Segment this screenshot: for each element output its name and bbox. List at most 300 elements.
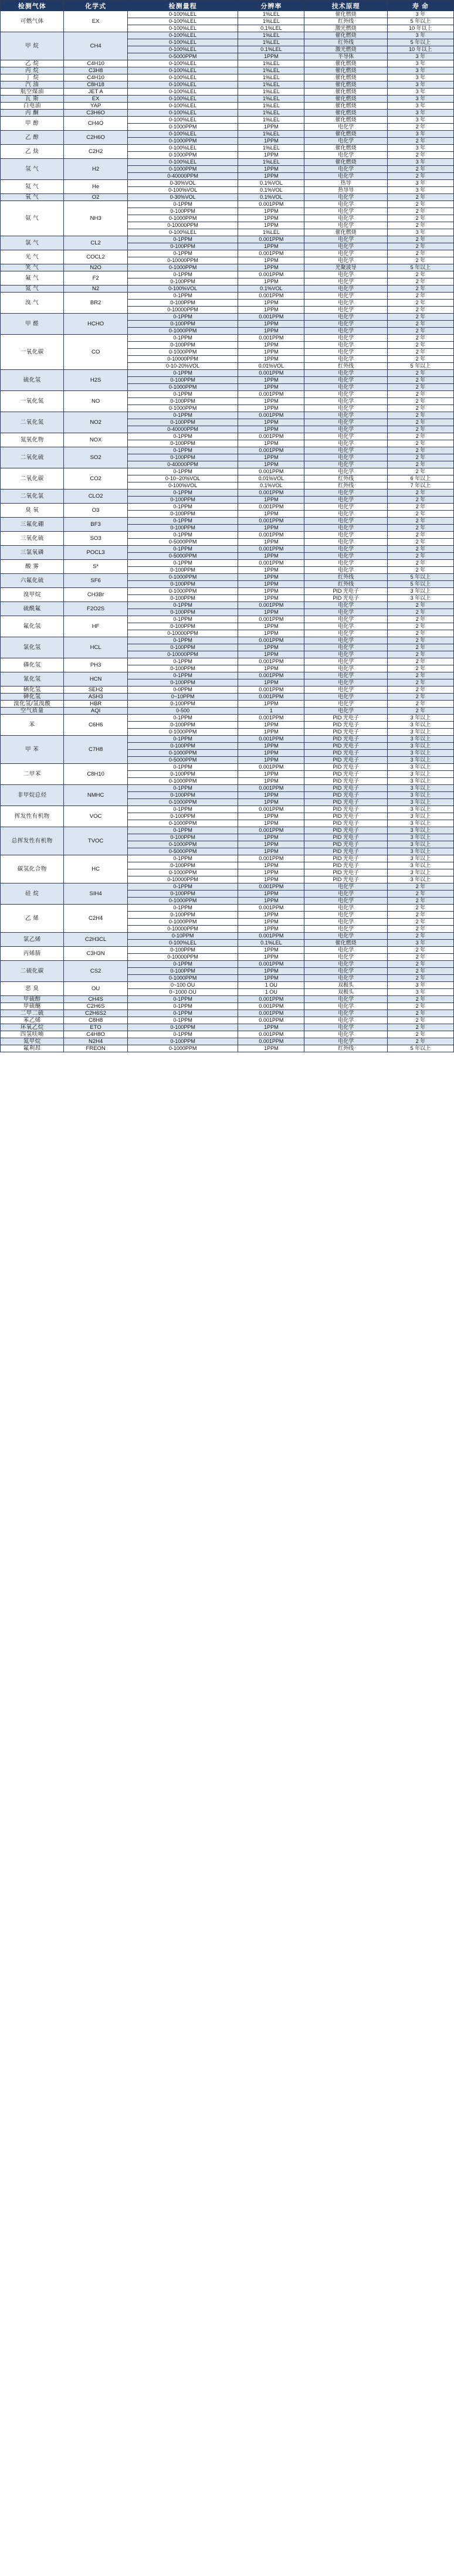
- technology-cell: 电化学: [304, 694, 387, 701]
- table-row: [1, 532, 454, 539]
- lifetime-cell: 2 年: [387, 405, 453, 412]
- range-cell: 0-100%LEL: [127, 117, 238, 124]
- range-cell: 0-100%VOL: [127, 187, 238, 194]
- gas-name-cell: 硒化氢: [1, 687, 64, 694]
- resolution-cell: 1PPM: [238, 912, 304, 919]
- range-cell: 0-100%VOL: [127, 286, 238, 293]
- technology-cell: PID 光电子: [304, 827, 387, 834]
- resolution-cell: 1PPM: [238, 377, 304, 384]
- range-cell: 0-100PPM: [127, 862, 238, 869]
- table-row: [1, 159, 454, 166]
- technology-cell: 电化学: [304, 898, 387, 905]
- range-cell: 0-40000PPM: [127, 173, 238, 180]
- resolution-cell: 1PPM: [238, 124, 304, 131]
- technology-cell: 电化学: [304, 539, 387, 546]
- technology-cell: 红外线: [304, 574, 387, 581]
- resolution-cell: 0.001PPM: [238, 736, 304, 743]
- resolution-cell: 1PPM: [238, 891, 304, 898]
- gas-formula-cell: C4H10: [64, 74, 127, 81]
- resolution-cell: 1PPM: [238, 1024, 304, 1031]
- resolution-cell: 1PPM: [238, 497, 304, 504]
- resolution-cell: 1PPM: [238, 574, 304, 581]
- gas-name-cell: 总挥发性有机物: [1, 827, 64, 855]
- gas-name-cell: 汽 油: [1, 81, 64, 89]
- lifetime-cell: 2 年: [387, 883, 453, 891]
- lifetime-cell: 5 年以上: [387, 264, 453, 271]
- gas-formula-cell: JET A: [64, 89, 127, 96]
- range-cell: 0-100%LEL: [127, 145, 238, 152]
- gas-formula-cell: CL2: [64, 236, 127, 250]
- resolution-cell: 1%LEL: [238, 39, 304, 46]
- range-cell: 0-1PPM: [127, 905, 238, 912]
- lifetime-cell: 3 年以上: [387, 841, 453, 848]
- col-header-technology: 技术原理: [304, 1, 387, 11]
- lifetime-cell: 2 年: [387, 440, 453, 447]
- lifetime-cell: 2 年: [387, 912, 453, 919]
- range-cell: 0-100PPM: [127, 891, 238, 898]
- gas-name-cell: 三氟化硼: [1, 518, 64, 532]
- table-row: [1, 145, 454, 152]
- lifetime-cell: 3 年以上: [387, 813, 453, 820]
- lifetime-cell: 3 年以上: [387, 834, 453, 841]
- resolution-cell: 1PPM: [238, 581, 304, 588]
- gas-formula-cell: SF6: [64, 574, 127, 588]
- gas-formula-cell: EX: [64, 11, 127, 32]
- gas-formula-cell: C3H3N: [64, 947, 127, 961]
- range-cell: 0-1PPM: [127, 236, 238, 243]
- table-row: [1, 60, 454, 67]
- lifetime-cell: 2 年: [387, 539, 453, 546]
- range-cell: 0-100PPM: [127, 278, 238, 286]
- resolution-cell: 0.001PPM: [238, 658, 304, 665]
- resolution-cell: 1PPM: [238, 278, 304, 286]
- technology-cell: 电化学: [304, 687, 387, 694]
- range-cell: 0-1PPM: [127, 996, 238, 1003]
- technology-cell: PID 光电子: [304, 841, 387, 848]
- resolution-cell: 0.001PPM: [238, 490, 304, 497]
- gas-name-cell: 二氧化硫: [1, 447, 64, 468]
- gas-name-cell: 甲 醇: [1, 117, 64, 131]
- technology-cell: 电化学: [304, 307, 387, 314]
- resolution-cell: 0.1%VOL: [238, 194, 304, 201]
- lifetime-cell: 2 年: [387, 166, 453, 173]
- table-row: [1, 264, 454, 271]
- lifetime-cell: 2 年: [387, 546, 453, 553]
- technology-cell: 催化燃烧: [304, 117, 387, 124]
- range-cell: 0-1000PPM: [127, 778, 238, 785]
- technology-cell: PID 光电子: [304, 771, 387, 778]
- range-cell: 0-100PPM: [127, 398, 238, 405]
- gas-formula-cell: NMHC: [64, 785, 127, 806]
- gas-name-cell: 航空煤油: [1, 89, 64, 96]
- lifetime-cell: 5 年以上: [387, 363, 453, 370]
- resolution-cell: 1%LEL: [238, 96, 304, 103]
- technology-cell: 电化学: [304, 996, 387, 1003]
- lifetime-cell: 5 年以上: [387, 574, 453, 581]
- lifetime-cell: 3 年以上: [387, 736, 453, 743]
- gas-formula-cell: BF3: [64, 518, 127, 532]
- lifetime-cell: 3 年以上: [387, 722, 453, 729]
- technology-cell: 电化学: [304, 630, 387, 637]
- technology-cell: 电化学: [304, 377, 387, 384]
- lifetime-cell: 2 年: [387, 300, 453, 307]
- technology-cell: 电化学: [304, 271, 387, 278]
- lifetime-cell: 3 年: [387, 117, 453, 124]
- range-cell: 0-100PPM: [127, 342, 238, 349]
- col-header-resolution: 分辨率: [238, 1, 304, 11]
- range-cell: 0-100PPM: [127, 679, 238, 687]
- resolution-cell: 0.001PPM: [238, 433, 304, 440]
- lifetime-cell: 2 年: [387, 314, 453, 321]
- range-cell: 0-1000PPM: [127, 574, 238, 581]
- technology-cell: 电化学: [304, 447, 387, 454]
- range-cell: 0-1000PPM: [127, 349, 238, 356]
- lifetime-cell: 3 年: [387, 11, 453, 18]
- lifetime-cell: 3 年: [387, 67, 453, 74]
- technology-cell: 催化燃烧: [304, 81, 387, 89]
- lifetime-cell: 2 年: [387, 124, 453, 131]
- gas-name-cell: 氯乙烯: [1, 933, 64, 947]
- gas-name-cell: 二氧化氮: [1, 412, 64, 433]
- lifetime-cell: 3 年: [387, 60, 453, 67]
- lifetime-cell: 2 年: [387, 307, 453, 314]
- lifetime-cell: 2 年: [387, 398, 453, 405]
- technology-cell: 催化燃烧: [304, 110, 387, 117]
- resolution-cell: 1PPM: [238, 862, 304, 869]
- technology-cell: 双极头: [304, 989, 387, 996]
- resolution-cell: 1PPM: [238, 919, 304, 926]
- resolution-cell: 1%LEL: [238, 131, 304, 138]
- range-cell: 0-100%LEL: [127, 46, 238, 53]
- technology-cell: 电化学: [304, 975, 387, 982]
- technology-cell: 电化学: [304, 623, 387, 630]
- resolution-cell: 0.001PPM: [238, 335, 304, 342]
- technology-cell: 电化学: [304, 658, 387, 665]
- technology-cell: 电化学: [304, 335, 387, 342]
- table-row: [1, 131, 454, 138]
- lifetime-cell: 5 年以上: [387, 39, 453, 46]
- range-cell: 0-1000PPM: [127, 138, 238, 145]
- lifetime-cell: 2 年: [387, 511, 453, 518]
- lifetime-cell: 2 年: [387, 419, 453, 426]
- resolution-cell: 0.1%VOL: [238, 187, 304, 194]
- gas-formula-cell: C8H10: [64, 764, 127, 785]
- technology-cell: PID 光电子: [304, 862, 387, 869]
- lifetime-cell: 2 年: [387, 658, 453, 665]
- lifetime-cell: 2 年: [387, 567, 453, 574]
- range-cell: 0-100PPM: [127, 665, 238, 672]
- lifetime-cell: 3 年: [387, 989, 453, 996]
- gas-formula-cell: BR2: [64, 293, 127, 314]
- lifetime-cell: 3 年: [387, 159, 453, 166]
- table-row: [1, 201, 454, 208]
- technology-cell: 电化学: [304, 504, 387, 511]
- technology-cell: PID 光电子: [304, 736, 387, 743]
- table-body: [1, 11, 454, 1052]
- range-cell: 0-1PPM: [127, 504, 238, 511]
- technology-cell: 电化学: [304, 257, 387, 264]
- table-row: [1, 96, 454, 103]
- range-cell: 0-100PPM: [127, 968, 238, 975]
- resolution-cell: 0.001PPM: [238, 1038, 304, 1045]
- lifetime-cell: 10 年以上: [387, 25, 453, 32]
- resolution-cell: 1PPM: [238, 264, 304, 271]
- gas-name-cell: 溴化氢/氢溴酸: [1, 701, 64, 708]
- range-cell: 0-100PPM: [127, 743, 238, 750]
- gas-name-cell: 丙 烷: [1, 67, 64, 74]
- range-cell: 0-100PPM: [127, 813, 238, 820]
- table-row: [1, 286, 454, 293]
- resolution-cell: 1PPM: [238, 525, 304, 532]
- resolution-cell: 1PPM: [238, 349, 304, 356]
- gas-name-cell: 笑 气: [1, 264, 64, 271]
- gas-formula-cell: S*: [64, 560, 127, 574]
- resolution-cell: 1 OU: [238, 989, 304, 996]
- lifetime-cell: 2 年: [387, 321, 453, 328]
- range-cell: 0-1PPM: [127, 827, 238, 834]
- resolution-cell: 1PPM: [238, 799, 304, 806]
- gas-formula-cell: CH4: [64, 32, 127, 60]
- resolution-cell: 1PPM: [238, 665, 304, 672]
- lifetime-cell: 3 年: [387, 110, 453, 117]
- gas-name-cell: 氰化氢: [1, 672, 64, 687]
- lifetime-cell: 3 年以上: [387, 855, 453, 862]
- technology-cell: 电化学: [304, 651, 387, 658]
- technology-cell: PID 光电子: [304, 715, 387, 722]
- range-cell: 0-100%LEL: [127, 25, 238, 32]
- table-row: [1, 1045, 454, 1052]
- technology-cell: 电化学: [304, 278, 387, 286]
- technology-cell: 电化学: [304, 933, 387, 940]
- lifetime-cell: 2 年: [387, 553, 453, 560]
- range-cell: 0-100PPM: [127, 440, 238, 447]
- technology-cell: 电化学: [304, 328, 387, 335]
- lifetime-cell: 2 年: [387, 201, 453, 208]
- technology-cell: 电化学: [304, 468, 387, 475]
- gas-formula-cell: CO2: [64, 468, 127, 490]
- range-cell: 0-1PPM: [127, 736, 238, 743]
- range-cell: 0-1000PPM: [127, 152, 238, 159]
- gas-formula-cell: PH3: [64, 658, 127, 672]
- resolution-cell: 0.001PPM: [238, 687, 304, 694]
- technology-cell: 电化学: [304, 293, 387, 300]
- lifetime-cell: 3 年以上: [387, 827, 453, 834]
- technology-cell: 电化学: [304, 166, 387, 173]
- technology-cell: 电化学: [304, 490, 387, 497]
- lifetime-cell: 7 年以上: [387, 482, 453, 490]
- table-row: [1, 947, 454, 954]
- resolution-cell: 1PPM: [238, 440, 304, 447]
- col-header-formula: 化学式: [64, 1, 127, 11]
- lifetime-cell: 2 年: [387, 1010, 453, 1017]
- resolution-cell: 1PPM: [238, 398, 304, 405]
- lifetime-cell: 2 年: [387, 947, 453, 954]
- resolution-cell: 0.001PPM: [238, 236, 304, 243]
- resolution-cell: 1PPM: [238, 257, 304, 264]
- technology-cell: 电化学: [304, 412, 387, 419]
- lifetime-cell: 3 年以上: [387, 799, 453, 806]
- range-cell: 0-1PPM: [127, 201, 238, 208]
- resolution-cell: 0.01%VOL: [238, 475, 304, 482]
- gas-name-cell: 硅 烷: [1, 883, 64, 905]
- table-row: [1, 67, 454, 74]
- gas-formula-cell: HF: [64, 616, 127, 637]
- range-cell: 0-1PPM: [127, 1017, 238, 1024]
- gas-formula-cell: N2O: [64, 264, 127, 271]
- range-cell: 0-1PPM: [127, 883, 238, 891]
- technology-cell: PID 光电子: [304, 799, 387, 806]
- resolution-cell: 0.001PPM: [238, 250, 304, 257]
- gas-name-cell: 氢 气: [1, 159, 64, 180]
- gas-name-cell: 三氯氧磷: [1, 546, 64, 560]
- lifetime-cell: 2 年: [387, 701, 453, 708]
- lifetime-cell: 5 年以上: [387, 1045, 453, 1052]
- lifetime-cell: 2 年: [387, 454, 453, 461]
- resolution-cell: 1PPM: [238, 813, 304, 820]
- gas-name-cell: 溴甲烷: [1, 588, 64, 602]
- lifetime-cell: 2 年: [387, 630, 453, 637]
- gas-name-cell: 一氧化碳: [1, 335, 64, 370]
- gas-formula-cell: YAP: [64, 103, 127, 110]
- lifetime-cell: 3 年以上: [387, 792, 453, 799]
- col-header-range: 检测量程: [127, 1, 238, 11]
- range-cell: 0-100%LEL: [127, 89, 238, 96]
- lifetime-cell: 2 年: [387, 525, 453, 532]
- resolution-cell: 0.1%LEL: [238, 940, 304, 947]
- technology-cell: 激光燃烧: [304, 25, 387, 32]
- lifetime-cell: 2 年: [387, 335, 453, 342]
- range-cell: 0~100 OU: [127, 982, 238, 989]
- table-row: [1, 194, 454, 201]
- technology-cell: 光聚波导: [304, 264, 387, 271]
- range-cell: 0-1000PPM: [127, 820, 238, 827]
- gas-formula-cell: He: [64, 180, 127, 194]
- table-row: [1, 588, 454, 595]
- range-cell: 0-1PPM: [127, 1031, 238, 1038]
- technology-cell: 热导导: [304, 187, 387, 194]
- range-cell: 0-100%LEL: [127, 110, 238, 117]
- resolution-cell: 1%LEL: [238, 60, 304, 67]
- table-row: [1, 1024, 454, 1031]
- resolution-cell: 0.001PPM: [238, 883, 304, 891]
- technology-cell: PID 光电子: [304, 792, 387, 799]
- range-cell: 0-100%VOL: [127, 482, 238, 490]
- lifetime-cell: 2 年: [387, 250, 453, 257]
- technology-cell: 电化学: [304, 637, 387, 644]
- range-cell: 0-1000PPM: [127, 264, 238, 271]
- table-row: [1, 806, 454, 813]
- resolution-cell: 0.001PPM: [238, 1031, 304, 1038]
- range-cell: 0-1PPM: [127, 560, 238, 567]
- table-row: [1, 546, 454, 553]
- range-cell: 0-10~20%VOL: [127, 475, 238, 482]
- lifetime-cell: 2 年: [387, 609, 453, 616]
- gas-name-cell: 氮 气: [1, 286, 64, 293]
- range-cell: 0-1000PPM: [127, 898, 238, 905]
- resolution-cell: 1%LEL: [238, 229, 304, 236]
- lifetime-cell: 2 年: [387, 293, 453, 300]
- technology-cell: 红外线: [304, 18, 387, 25]
- range-cell: 0-10-20%VOL: [127, 363, 238, 370]
- range-cell: 0-1PPM: [127, 764, 238, 771]
- gas-formula-cell: HCHO: [64, 314, 127, 335]
- range-cell: 0-30%VOL: [127, 194, 238, 201]
- range-cell: 0-5000PPM: [127, 53, 238, 60]
- lifetime-cell: 3 年以上: [387, 588, 453, 595]
- range-cell: 0-1PPM: [127, 715, 238, 722]
- lifetime-cell: 2 年: [387, 461, 453, 468]
- technology-cell: 电化学: [304, 602, 387, 609]
- lifetime-cell: 2 年: [387, 271, 453, 278]
- resolution-cell: 1PPM: [238, 876, 304, 883]
- lifetime-cell: 2 年: [387, 679, 453, 687]
- lifetime-cell: 2 年: [387, 1031, 453, 1038]
- table-row: [1, 11, 454, 18]
- range-cell: 0-1000PPM: [127, 384, 238, 391]
- resolution-cell: 1%LEL: [238, 32, 304, 39]
- lifetime-cell: 2 年: [387, 1038, 453, 1045]
- technology-cell: 电化学: [304, 891, 387, 898]
- technology-cell: 电化学: [304, 679, 387, 687]
- lifetime-cell: 2 年: [387, 1017, 453, 1024]
- range-cell: 0-1PPM: [127, 271, 238, 278]
- gas-formula-cell: NOX: [64, 433, 127, 447]
- technology-cell: 电化学: [304, 553, 387, 560]
- range-cell: 0-1PPM: [127, 314, 238, 321]
- lifetime-cell: 3 年以上: [387, 764, 453, 771]
- technology-cell: 电化学: [304, 546, 387, 553]
- lifetime-cell: 2 年: [387, 1003, 453, 1010]
- range-cell: 0-100PPM: [127, 497, 238, 504]
- range-cell: 0-100%LEL: [127, 67, 238, 74]
- range-cell: 0-10000PPM: [127, 356, 238, 363]
- lifetime-cell: 2 年: [387, 996, 453, 1003]
- range-cell: 0-1000PPM: [127, 166, 238, 173]
- table-row: [1, 180, 454, 187]
- resolution-cell: 0.001PPM: [238, 468, 304, 475]
- resolution-cell: 0.001PPM: [238, 806, 304, 813]
- range-cell: 0-1PPM: [127, 532, 238, 539]
- table-row: [1, 883, 454, 891]
- table-row: [1, 905, 454, 912]
- gas-name-cell: 苯: [1, 715, 64, 736]
- table-row: [1, 933, 454, 940]
- range-cell: 0-1PPM: [127, 961, 238, 968]
- resolution-cell: 0.001PPM: [238, 412, 304, 419]
- gas-name-cell: 一氧化氮: [1, 391, 64, 412]
- range-cell: 0-1PPM: [127, 806, 238, 813]
- table-row: [1, 271, 454, 278]
- resolution-cell: 1PPM: [238, 701, 304, 708]
- range-cell: 0-1PPM: [127, 391, 238, 398]
- table-row: [1, 982, 454, 989]
- technology-cell: 催化燃烧: [304, 131, 387, 138]
- resolution-cell: 1%LEL: [238, 74, 304, 81]
- resolution-cell: 0.001PPM: [238, 672, 304, 679]
- lifetime-cell: 2 年: [387, 356, 453, 363]
- range-cell: 0~10PPM: [127, 694, 238, 701]
- technology-cell: 电化学: [304, 968, 387, 975]
- technology-cell: 热导: [304, 180, 387, 187]
- resolution-cell: 1PPM: [238, 651, 304, 658]
- resolution-cell: 1PPM: [238, 975, 304, 982]
- range-cell: 0-100PPM: [127, 321, 238, 328]
- gas-name-cell: 甲 苯: [1, 736, 64, 764]
- range-cell: 0-100%LEL: [127, 159, 238, 166]
- technology-cell: PID 光电子: [304, 813, 387, 820]
- lifetime-cell: 2 年: [387, 412, 453, 419]
- resolution-cell: 1PPM: [238, 834, 304, 841]
